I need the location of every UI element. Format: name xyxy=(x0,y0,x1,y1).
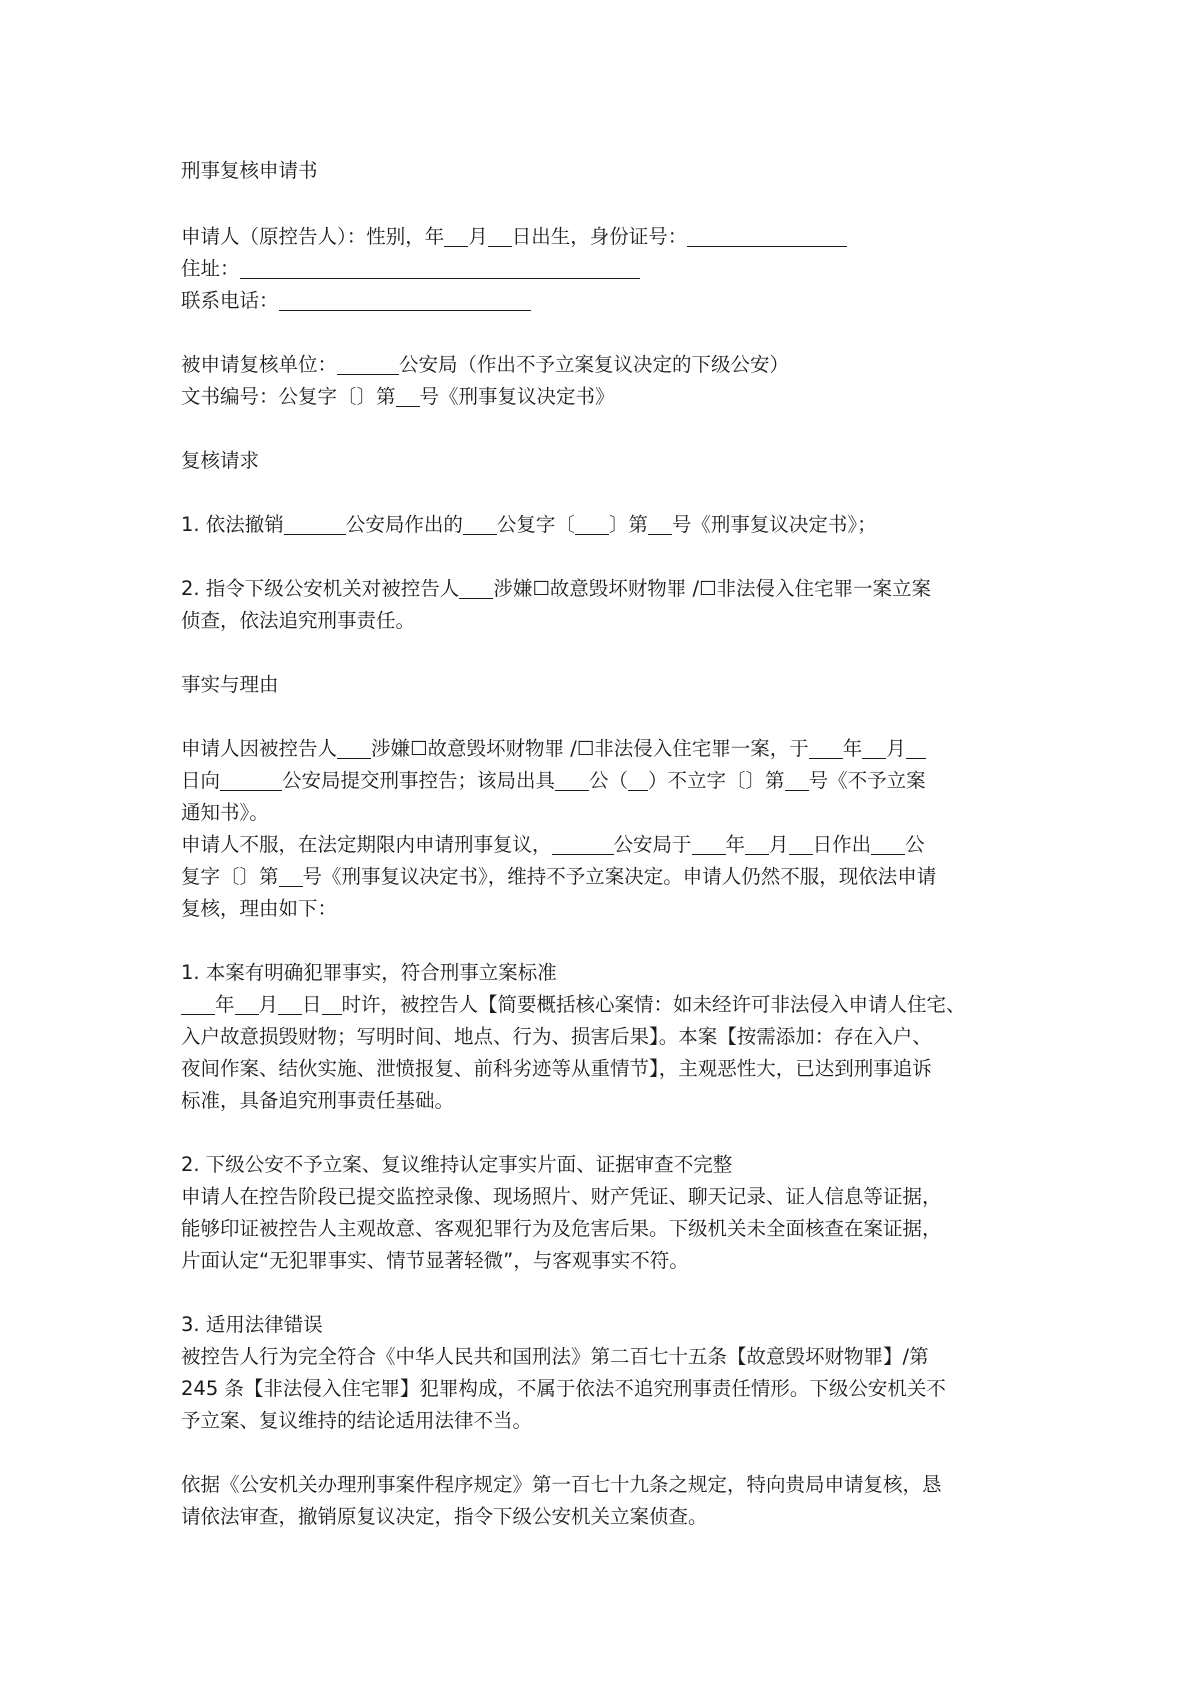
month-blank xyxy=(444,224,468,247)
facts-blank-10 xyxy=(692,832,726,855)
facts-p4-b: 公安局于 xyxy=(613,833,692,856)
facts-blank-8 xyxy=(785,768,809,791)
closing-paragraph xyxy=(181,1469,1016,1533)
applicant-line xyxy=(181,221,1016,253)
reason3-line-1: 被控告人行为完全符合《中华人民共和国刑法》第二百七十五条【故意毁坏财物罪】/第 xyxy=(181,1345,929,1368)
facts-blank-12 xyxy=(789,832,813,855)
phone-blank xyxy=(279,288,531,311)
reason1-text-b: 月 xyxy=(258,993,279,1016)
closing-line-1: 依据《公安机关办理刑事案件程序规定》第一百七十九条之规定，特向贵局申请复核，恳 xyxy=(181,1473,942,1496)
reason2-line-2: 能够印证被控告人主观故意、客观犯罪行为及危害后果。下级机关未全面核查在案证据， xyxy=(181,1217,942,1240)
facts-line-3: 通知书》。 xyxy=(181,801,269,824)
reason1-month-blank xyxy=(235,992,259,1015)
facts-p5-b: 号《刑事复议决定书》，维持不予立案决定。申请人仍然不服，现依法申请 xyxy=(302,865,937,888)
request-item-1 xyxy=(181,509,1016,541)
facts-p2-c: 公（ xyxy=(589,769,629,792)
request2-text-a: 2. 指令下级公安机关对被控告人 xyxy=(181,577,460,600)
reason1-text-d: 时许，被控告人【简要概括核心案情：如未经许可非法侵入申请人住宅、 xyxy=(341,993,966,1016)
doc-number-text-1: 文书编号：公复字〔〕第 xyxy=(181,385,396,408)
request1-blank-3 xyxy=(575,512,609,535)
respondent-unit-line xyxy=(181,349,1016,381)
applicant-section xyxy=(181,221,1016,317)
request1-text-b: 公安局作出的 xyxy=(345,513,463,536)
address-blank xyxy=(240,256,640,279)
request1-blank-4 xyxy=(648,512,672,535)
facts-p2-d: ）不立字〔〕第 xyxy=(648,769,785,792)
facts-blank-14 xyxy=(279,864,303,887)
reason1-heading: 1. 本案有明确犯罪事实，符合刑事立案标准 xyxy=(181,961,557,984)
address-label: 住址： xyxy=(181,257,240,280)
applicant-text-3: 日出生，身份证号： xyxy=(511,225,688,248)
reason2-heading: 2. 下级公安不予立案、复议维持认定事实片面、证据审查不完整 xyxy=(181,1153,733,1176)
facts-p5-a: 复字〔〕第 xyxy=(181,865,279,888)
facts-p4-a: 申请人不服，在法定期限内申请刑事复议， xyxy=(181,833,552,856)
request1-text-a: 1. 依法撤销 xyxy=(181,513,284,536)
respondent-unit-label: 被申请复核单位： xyxy=(181,353,338,376)
reason3-line-3: 予立案、复议维持的结论适用法律不当。 xyxy=(181,1409,533,1432)
facts-blank-2 xyxy=(809,736,843,759)
facts-p1-a: 申请人因被控告人 xyxy=(181,737,338,760)
facts-p2-b: 公安局提交刑事控告；该局出具 xyxy=(282,769,556,792)
reason1-year-blank xyxy=(181,992,215,1015)
respondent-unit-blank xyxy=(337,352,399,375)
facts-line-4 xyxy=(181,829,1016,861)
facts-blank-9 xyxy=(552,832,614,855)
reason-1 xyxy=(181,957,1016,1117)
reason3-line-2: 245 条【非法侵入住宅罪】犯罪构成，不属于依法不追究刑事责任情形。下级公安机关不 xyxy=(181,1377,946,1400)
facts-blank-13 xyxy=(871,832,905,855)
document-page xyxy=(181,155,1016,1533)
facts-line-1 xyxy=(181,733,1016,765)
request2-blank xyxy=(459,576,493,599)
reason1-text-c: 日 xyxy=(302,993,322,1016)
request-item-2 xyxy=(181,573,1016,637)
request1-text-c: 公复字〔 xyxy=(496,513,575,536)
reason-3 xyxy=(181,1309,1016,1437)
request2-text-b: 涉嫌☐故意毁坏财物罪 /☐非法侵入住宅罪一案立案 xyxy=(493,577,932,600)
reason1-line-2: 入户故意损毁财物；写明时间、地点、行为、损害后果】。本案【按需添加：存在入户、 xyxy=(181,1025,932,1048)
facts-blank-3 xyxy=(862,736,886,759)
facts-blank-1 xyxy=(337,736,371,759)
document-title: 刑事复核申请书 xyxy=(181,159,318,182)
applicant-text-2: 月 xyxy=(468,225,488,248)
reason1-hour-blank xyxy=(322,992,342,1015)
facts-blank-7 xyxy=(628,768,648,791)
facts-p2-e: 号《不予立案 xyxy=(808,769,926,792)
reason-2 xyxy=(181,1149,1016,1277)
reason2-line-1: 申请人在控告阶段已提交监控录像、现场照片、财产凭证、聊天记录、证人信息等证据， xyxy=(181,1185,942,1208)
request1-blank-1 xyxy=(284,512,346,535)
day-blank xyxy=(488,224,512,247)
facts-p4-e: 日作出 xyxy=(812,833,872,856)
reason1-line-3: 夜间作案、结伙实施、泄愤报复、前科劣迹等从重情节】，主观恶性大，已达到刑事追诉 xyxy=(181,1057,932,1080)
phone-line xyxy=(181,285,1016,317)
facts-p4-d: 月 xyxy=(769,833,789,856)
reason1-day-blank xyxy=(278,992,302,1015)
facts-blank-11 xyxy=(745,832,769,855)
request1-text-e: 号《刑事复议决定书》； xyxy=(671,513,877,536)
request2-line-1 xyxy=(181,573,1016,605)
respondent-section xyxy=(181,349,1016,413)
closing-line-2: 请依法审查，撤销原复议决定，指令下级公安机关立案侦查。 xyxy=(181,1505,708,1528)
reason2-line-3: 片面认定“无犯罪事实、情节显著轻微”，与客观事实不符。 xyxy=(181,1249,689,1272)
facts-p1-c: 年 xyxy=(842,737,863,760)
request2-line-2: 侦查，依法追究刑事责任。 xyxy=(181,609,416,632)
reason1-text-a: 年 xyxy=(215,993,235,1016)
facts-p1-d: 月 xyxy=(886,737,906,760)
facts-p4-f: 公 xyxy=(905,833,925,856)
reason1-line-4: 标准，具备追究刑事责任基础。 xyxy=(181,1089,455,1112)
address-line xyxy=(181,253,1016,285)
facts-p1-b: 涉嫌☐故意毁坏财物罪 /☐非法侵入住宅罪一案，于 xyxy=(371,737,809,760)
facts-blank-5 xyxy=(220,768,282,791)
facts-heading: 事实与理由 xyxy=(181,673,279,696)
facts-blank-6 xyxy=(555,768,589,791)
reason3-heading: 3. 适用法律错误 xyxy=(181,1313,323,1336)
request1-blank-2 xyxy=(463,512,497,535)
facts-p4-c: 年 xyxy=(725,833,746,856)
phone-label: 联系电话： xyxy=(181,289,279,312)
facts-p2-a: 日向 xyxy=(181,769,221,792)
doc-number-blank xyxy=(396,384,420,407)
facts-blank-4 xyxy=(906,736,926,759)
document-number-line xyxy=(181,381,1016,413)
facts-line-2 xyxy=(181,765,1016,797)
respondent-unit-suffix: 公安局（作出不予立案复议决定的下级公安） xyxy=(399,353,790,376)
doc-number-text-2: 号《刑事复议决定书》 xyxy=(419,385,615,408)
facts-line-5 xyxy=(181,861,1016,893)
requests-heading: 复核请求 xyxy=(181,449,260,472)
facts-paragraph xyxy=(181,733,1016,925)
request1-text-d: 〕第 xyxy=(608,513,648,536)
reason1-line-1 xyxy=(181,989,1016,1021)
applicant-text-1: 申请人（原控告人）：性别，年 xyxy=(181,225,445,248)
id-number-blank xyxy=(687,224,847,247)
facts-line-6: 复核，理由如下： xyxy=(181,897,338,920)
